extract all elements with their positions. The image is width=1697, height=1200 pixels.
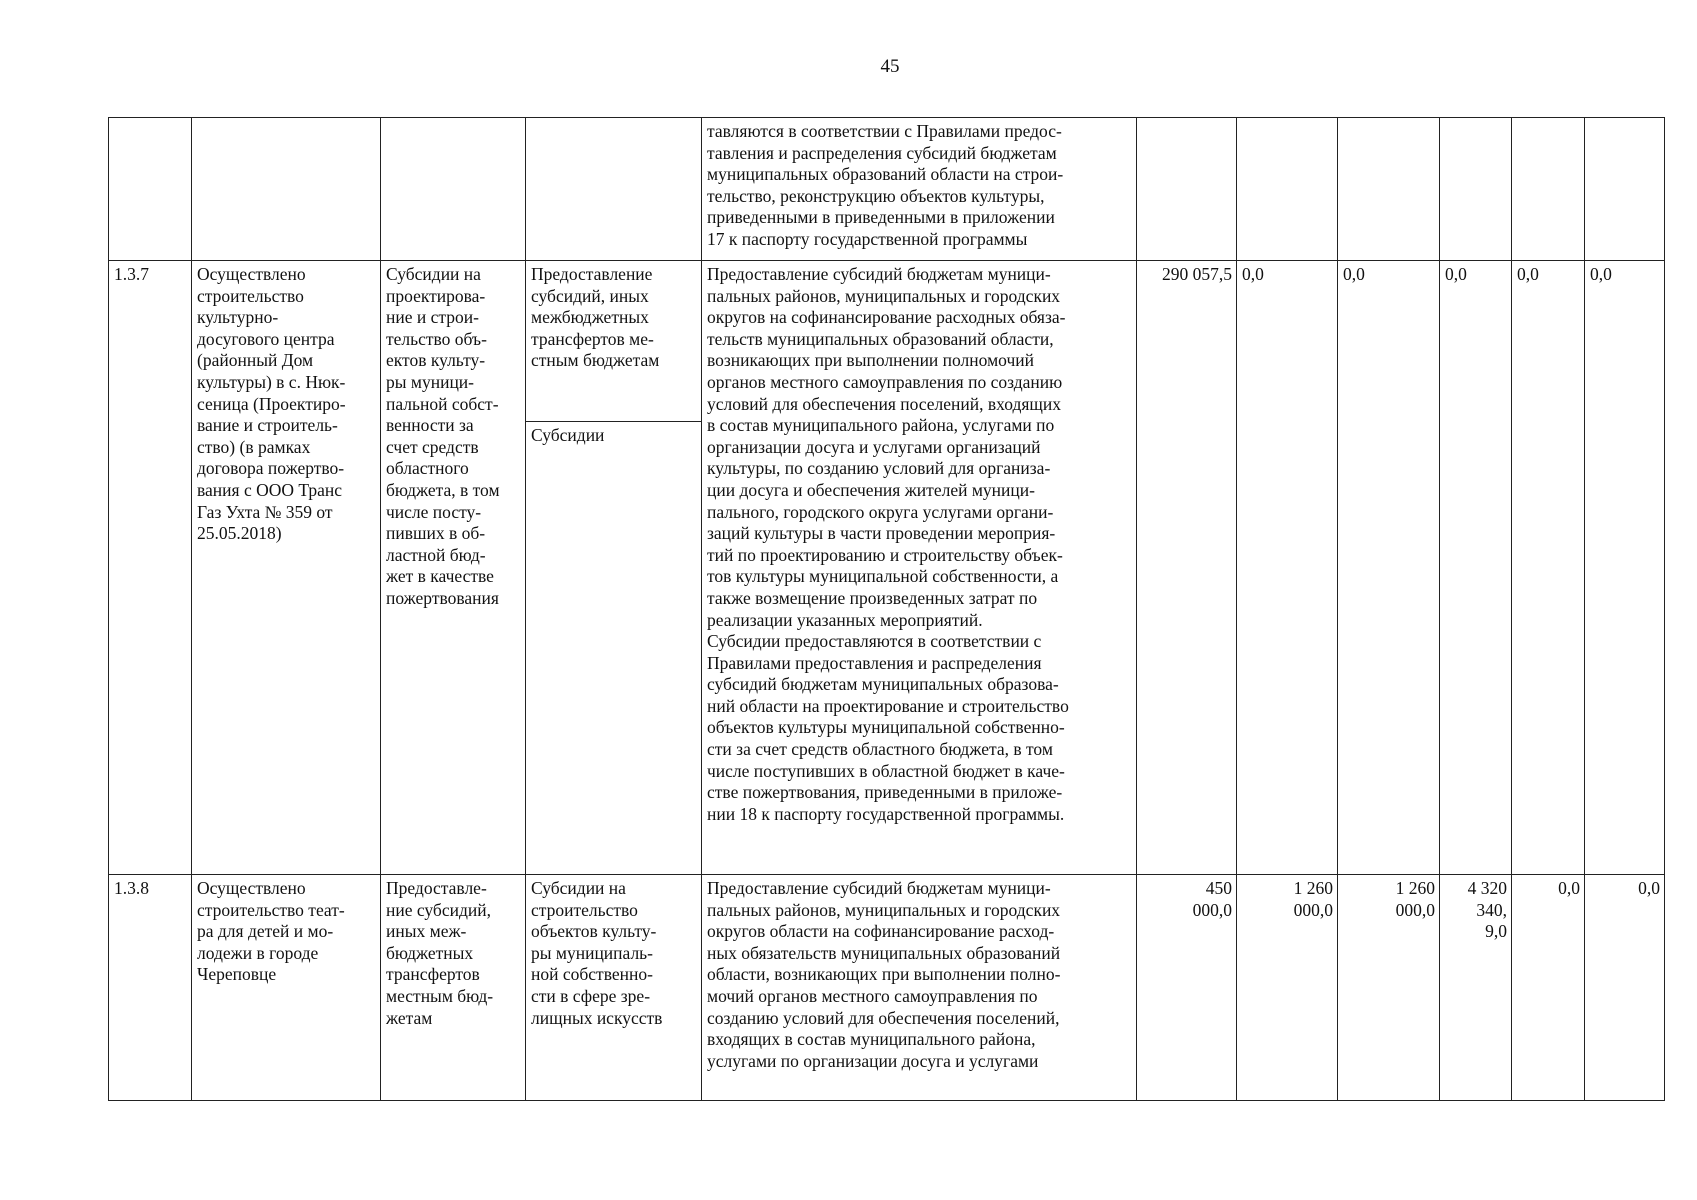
code-cell (109, 118, 192, 261)
name-cell (192, 261, 381, 875)
row-code: 1.3.8 (114, 878, 149, 898)
description-text: Предоставление субсидий бюджетам муници- пальных районов, муниципальных и городских округов области на софинансирование расход- ных обязательств муниципальных образований области, возникающих при выполнении полно- мочий органов местного самоуправления по созданию условий для обеспечения поселений, входящих в состав муниципального района, услугами по организации досуга и услугами (707, 878, 1061, 1071)
subsidy-type-cell (381, 875, 526, 1101)
value-cell (1512, 875, 1585, 1101)
table-row-continuation (109, 118, 1665, 261)
value-cell (1338, 875, 1440, 1101)
value-text: 0,0 (1343, 264, 1365, 284)
program-activities-table (108, 117, 1665, 1101)
mechanism-top (526, 261, 701, 422)
page-number: 45 (880, 56, 900, 77)
description-cell (702, 875, 1137, 1101)
value-text: 290 057,5 (1162, 264, 1232, 284)
subsidy-type-cell (381, 261, 526, 875)
value-cell (1237, 261, 1338, 875)
value-cell (1512, 118, 1585, 261)
subsidy-type-text: Предоставле- ние субсидий, иных меж- бюджетных трансфертов местным бюд- жетам (386, 878, 494, 1028)
value-text: 0,0 (1445, 264, 1467, 284)
activity-name: Осуществлено строительство теат- ра для детей и мо- лодежи в городе Череповце (197, 878, 345, 985)
description-cell (702, 118, 1137, 261)
subsidy-type-cell (381, 118, 526, 261)
code-cell (109, 875, 192, 1101)
subsidy-type-text: Субсидии на проектирова- ние и строи- тельство объ- ектов культу- ры муници- пальной собст- венности за счет средств областного бюджета, в том числе посту- пивших в об- ластной бюд- жет в качестве пожертвования (386, 264, 500, 608)
value-text: 4 320 340, 9,0 (1467, 878, 1507, 942)
value-cell (1338, 118, 1440, 261)
description-cell (702, 261, 1137, 875)
value-cell (1585, 261, 1665, 875)
mechanism-top-text: Предоставление субсидий, иных межбюджетных трансфертов ме- стным бюджетам (531, 264, 660, 371)
value-cell (1237, 875, 1338, 1101)
mechanism-bottom-text: Субсидии (531, 425, 605, 445)
value-text: 0,0 (1558, 878, 1580, 898)
mechanism-cell (526, 118, 702, 261)
value-text: 0,0 (1638, 878, 1660, 898)
value-cell (1585, 875, 1665, 1101)
row-code: 1.3.7 (114, 264, 149, 284)
table-row-1-3-8 (109, 875, 1665, 1101)
value-cell (1440, 875, 1512, 1101)
value-cell (1338, 261, 1440, 875)
mechanism-text: Субсидии на строительство объектов культу- ры муниципаль- ной собственно- сти в сфере зре- лищных искусств (531, 878, 663, 1028)
mechanism-cell (526, 261, 702, 875)
value-cell (1137, 261, 1237, 875)
value-cell (1137, 118, 1237, 261)
value-cell (1137, 875, 1237, 1101)
value-cell (1440, 261, 1512, 875)
value-cell (1512, 261, 1585, 875)
description-text: Предоставление субсидий бюджетам муници- пальных районов, муниципальных и городских округов на софинансирование расходных обяза- тельств муниципальных образований области, возникающих при выполнении полномочий органов местного самоуправления по созданию условий для обеспечения поселений, входящих в состав муниципального района, услугами по организации досуга и услугами организаций культуры, по созданию условий для организа- ции досуга и обеспечения жителей муници- пального, городского округа услугами органи- заций культуры в части проведении мероприя- тий по проектированию и строительству объек- тов культуры муниципальной собственности, а также возмещение произведенных затрат по реализации указанных мероприятий. Субсидии предоставляются в соответствии с Правилами предоставления и распределения субсидий бюджетам муниципальных образова- ний области на проектирование и строительство объектов культуры муниципальной собственно- сти за счет средств областного бюджета, в том числе поступивших в областной бюджет в каче- стве пожертвования, приведенными в приложе- нии 18 к паспорту государственной программы. (707, 264, 1069, 824)
description-text: тавляются в соответствии с Правилами предос- тавления и распределения субсидий бюджетам муниципальных образований области на строи- тельство, реконструкцию объектов культуры, приведенными в приведенными в приложении 17 к паспорту государственной программы (707, 121, 1064, 249)
activity-name: Осуществлено строительство культурно- досугового центра (районный Дом культуры) в с. Нюк- сеница (Проектиро- вание и строитель- ство) (в рамках договора пожертво- вания с ООО Транс Газ Ухта № 359 от 25.05.2018) (197, 264, 346, 544)
name-cell (192, 118, 381, 261)
value-cell (1440, 118, 1512, 261)
name-cell (192, 875, 381, 1101)
value-text: 1 260 000,0 (1293, 878, 1333, 920)
value-text: 0,0 (1517, 264, 1539, 284)
table-row-1-3-7 (109, 261, 1665, 875)
value-text: 0,0 (1590, 264, 1612, 284)
code-cell (109, 261, 192, 875)
value-text: 0,0 (1242, 264, 1264, 284)
value-text: 1 260 000,0 (1395, 878, 1435, 920)
mechanism-cell (526, 875, 702, 1101)
value-text: 450 000,0 (1192, 878, 1232, 920)
value-cell (1585, 118, 1665, 261)
mechanism-bottom (526, 422, 701, 449)
value-cell (1237, 118, 1338, 261)
